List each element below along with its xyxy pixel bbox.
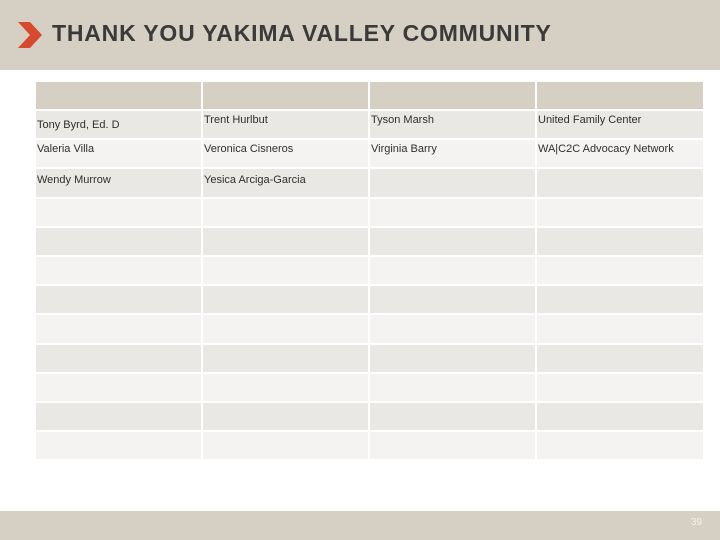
footer-band bbox=[0, 511, 720, 540]
table-cell bbox=[370, 199, 535, 226]
table-cell: Veronica Cisneros bbox=[203, 140, 368, 167]
table-cell: Tony Byrd, Ed. D bbox=[36, 111, 201, 138]
table-cell bbox=[203, 228, 368, 255]
table-cell bbox=[370, 403, 535, 430]
title-band bbox=[0, 0, 720, 70]
page-number: 39 bbox=[690, 517, 702, 528]
table-row bbox=[36, 432, 703, 459]
table-cell bbox=[203, 374, 368, 401]
table-cell bbox=[537, 403, 703, 430]
table-cell bbox=[203, 315, 368, 342]
header-cell bbox=[537, 82, 703, 109]
table-cell: Valeria Villa bbox=[36, 140, 201, 167]
table-cell bbox=[537, 286, 703, 313]
table-cell bbox=[203, 345, 368, 372]
thank-you-table bbox=[34, 80, 705, 461]
table-header-row bbox=[36, 82, 703, 109]
table-cell bbox=[537, 169, 703, 196]
table-row bbox=[36, 374, 703, 401]
table-cell bbox=[203, 257, 368, 284]
table-cell: WA|C2C Advocacy Network bbox=[537, 140, 703, 167]
table-cell bbox=[203, 403, 368, 430]
table-row bbox=[36, 199, 703, 226]
table-cell bbox=[370, 286, 535, 313]
table-cell bbox=[36, 199, 201, 226]
table-cell bbox=[370, 169, 535, 196]
table-row bbox=[36, 286, 703, 313]
table-cell bbox=[537, 199, 703, 226]
header-cell bbox=[203, 82, 368, 109]
table-row bbox=[36, 111, 703, 138]
table-cell bbox=[36, 403, 201, 430]
slide-title: THANK YOU YAKIMA VALLEY COMMUNITY bbox=[52, 20, 552, 46]
table-row bbox=[36, 228, 703, 255]
table-cell bbox=[36, 345, 201, 372]
table-cell bbox=[36, 374, 201, 401]
table-cell: United Family Center bbox=[537, 111, 703, 138]
table-cell bbox=[36, 228, 201, 255]
table-cell bbox=[537, 374, 703, 401]
table-cell: Yesica Arciga-Garcia bbox=[203, 169, 368, 196]
table-cell bbox=[537, 432, 703, 459]
chevron-right-icon bbox=[14, 20, 44, 50]
table-row bbox=[36, 257, 703, 284]
table-cell bbox=[370, 257, 535, 284]
table-row bbox=[36, 403, 703, 430]
table-row bbox=[36, 345, 703, 372]
table-cell bbox=[36, 432, 201, 459]
table-row bbox=[36, 315, 703, 342]
table-cell bbox=[370, 228, 535, 255]
table-cell bbox=[36, 286, 201, 313]
table-cell: Wendy Murrow bbox=[36, 169, 201, 196]
table-cell: Tyson Marsh bbox=[370, 111, 535, 138]
table-cell bbox=[370, 374, 535, 401]
table-cell bbox=[537, 257, 703, 284]
header-cell bbox=[36, 82, 201, 109]
table-cell bbox=[36, 315, 201, 342]
table-cell bbox=[36, 257, 201, 284]
table-cell bbox=[537, 228, 703, 255]
table-cell: Virginia Barry bbox=[370, 140, 535, 167]
table-cell: Trent Hurlbut bbox=[203, 111, 368, 138]
table-cell bbox=[370, 315, 535, 342]
table-row bbox=[36, 169, 703, 196]
header-cell bbox=[370, 82, 535, 109]
table-cell bbox=[370, 345, 535, 372]
table-cell bbox=[537, 345, 703, 372]
table-cell bbox=[203, 199, 368, 226]
table-cell bbox=[203, 432, 368, 459]
table-cell bbox=[537, 315, 703, 342]
table-cell bbox=[203, 286, 368, 313]
table-cell bbox=[370, 432, 535, 459]
table-row bbox=[36, 140, 703, 167]
